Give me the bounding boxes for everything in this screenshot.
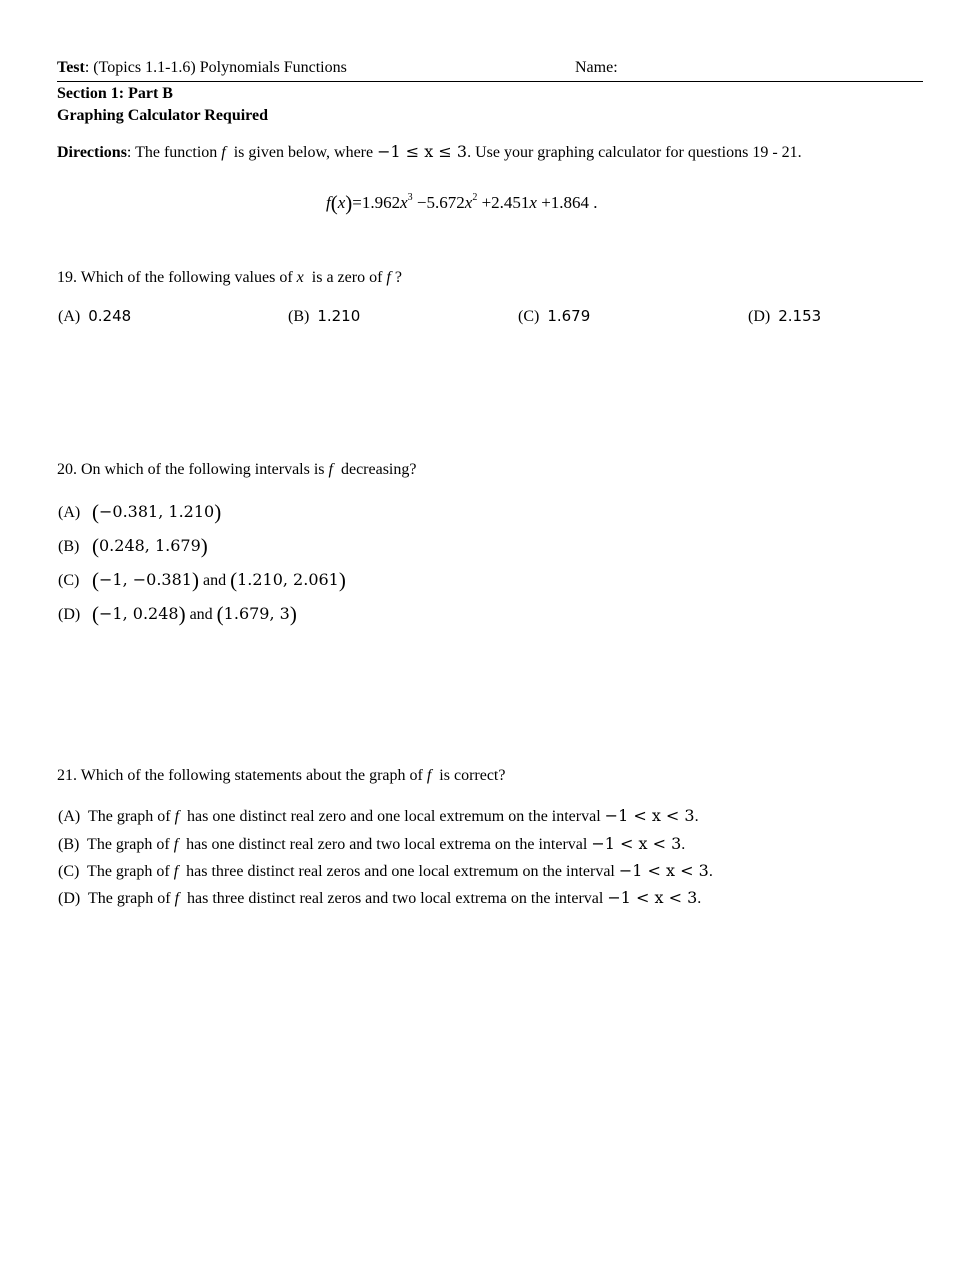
q20-option-c[interactable]: (C) (−1, −0.381) and (1.210, 2.061) xyxy=(58,568,346,592)
function-equation: $f(x)=1.962x^3 -5.672x^2 +2.451x +1.864$ . xyxy=(326,191,598,215)
directions: Directions: The function f is given below, where −1 ≤ x ≤ 3. Use your graphing calculator for questions 19 - 21. xyxy=(57,142,802,161)
name-label: Name: xyxy=(575,59,618,76)
domain-interval: −1 ≤ x ≤ 3 xyxy=(377,142,468,161)
directions-label: Directions xyxy=(57,144,127,161)
test-title xyxy=(57,59,347,77)
function-symbol: f xyxy=(221,144,226,161)
question-20: 20. On which of the following intervals is f decreasing? xyxy=(57,461,417,478)
test-label: Test xyxy=(57,59,85,76)
question-19: 19. Which of the following values of x is a zero of f ? xyxy=(57,269,402,286)
section-subheading: Graphing Calculator Required xyxy=(57,107,268,124)
q20-option-a[interactable]: (A) (−0.381, 1.210) xyxy=(58,500,222,524)
q20-option-d[interactable]: (D) (−1, 0.248) and (1.679, 3) xyxy=(58,602,297,626)
q21-option-d[interactable]: (D) The graph of f has three distinct real zeros and two local extrema on the interval −1 < x < 3. xyxy=(58,888,702,907)
q19-option-d[interactable]: (D) 2.153 xyxy=(748,307,822,325)
test-topic: : (Topics 1.1-1.6) Polynomials Functions xyxy=(84,59,347,76)
q19-option-a[interactable]: (A) 0.248 xyxy=(58,307,132,325)
q21-option-c[interactable]: (C) The graph of f has three distinct real zeros and one local extremum on the interval −1 < x < 3. xyxy=(58,861,713,880)
section-heading: Section 1: Part B xyxy=(57,85,173,102)
q20-option-b[interactable]: (B) (0.248, 1.679) xyxy=(58,534,208,558)
question-21: 21. Which of the following statements about the graph of f is correct? xyxy=(57,767,506,784)
q21-option-a[interactable]: (A) The graph of f has one distinct real zero and one local extremum on the interval −1 < x < 3. xyxy=(58,806,699,825)
header-rule xyxy=(57,81,923,82)
q19-option-c[interactable]: (C) 1.679 xyxy=(518,307,591,325)
q19-option-b[interactable]: (B) 1.210 xyxy=(288,307,361,325)
q21-option-b[interactable]: (B) The graph of f has one distinct real zero and two local extrema on the interval −1 < x < 3. xyxy=(58,834,686,853)
